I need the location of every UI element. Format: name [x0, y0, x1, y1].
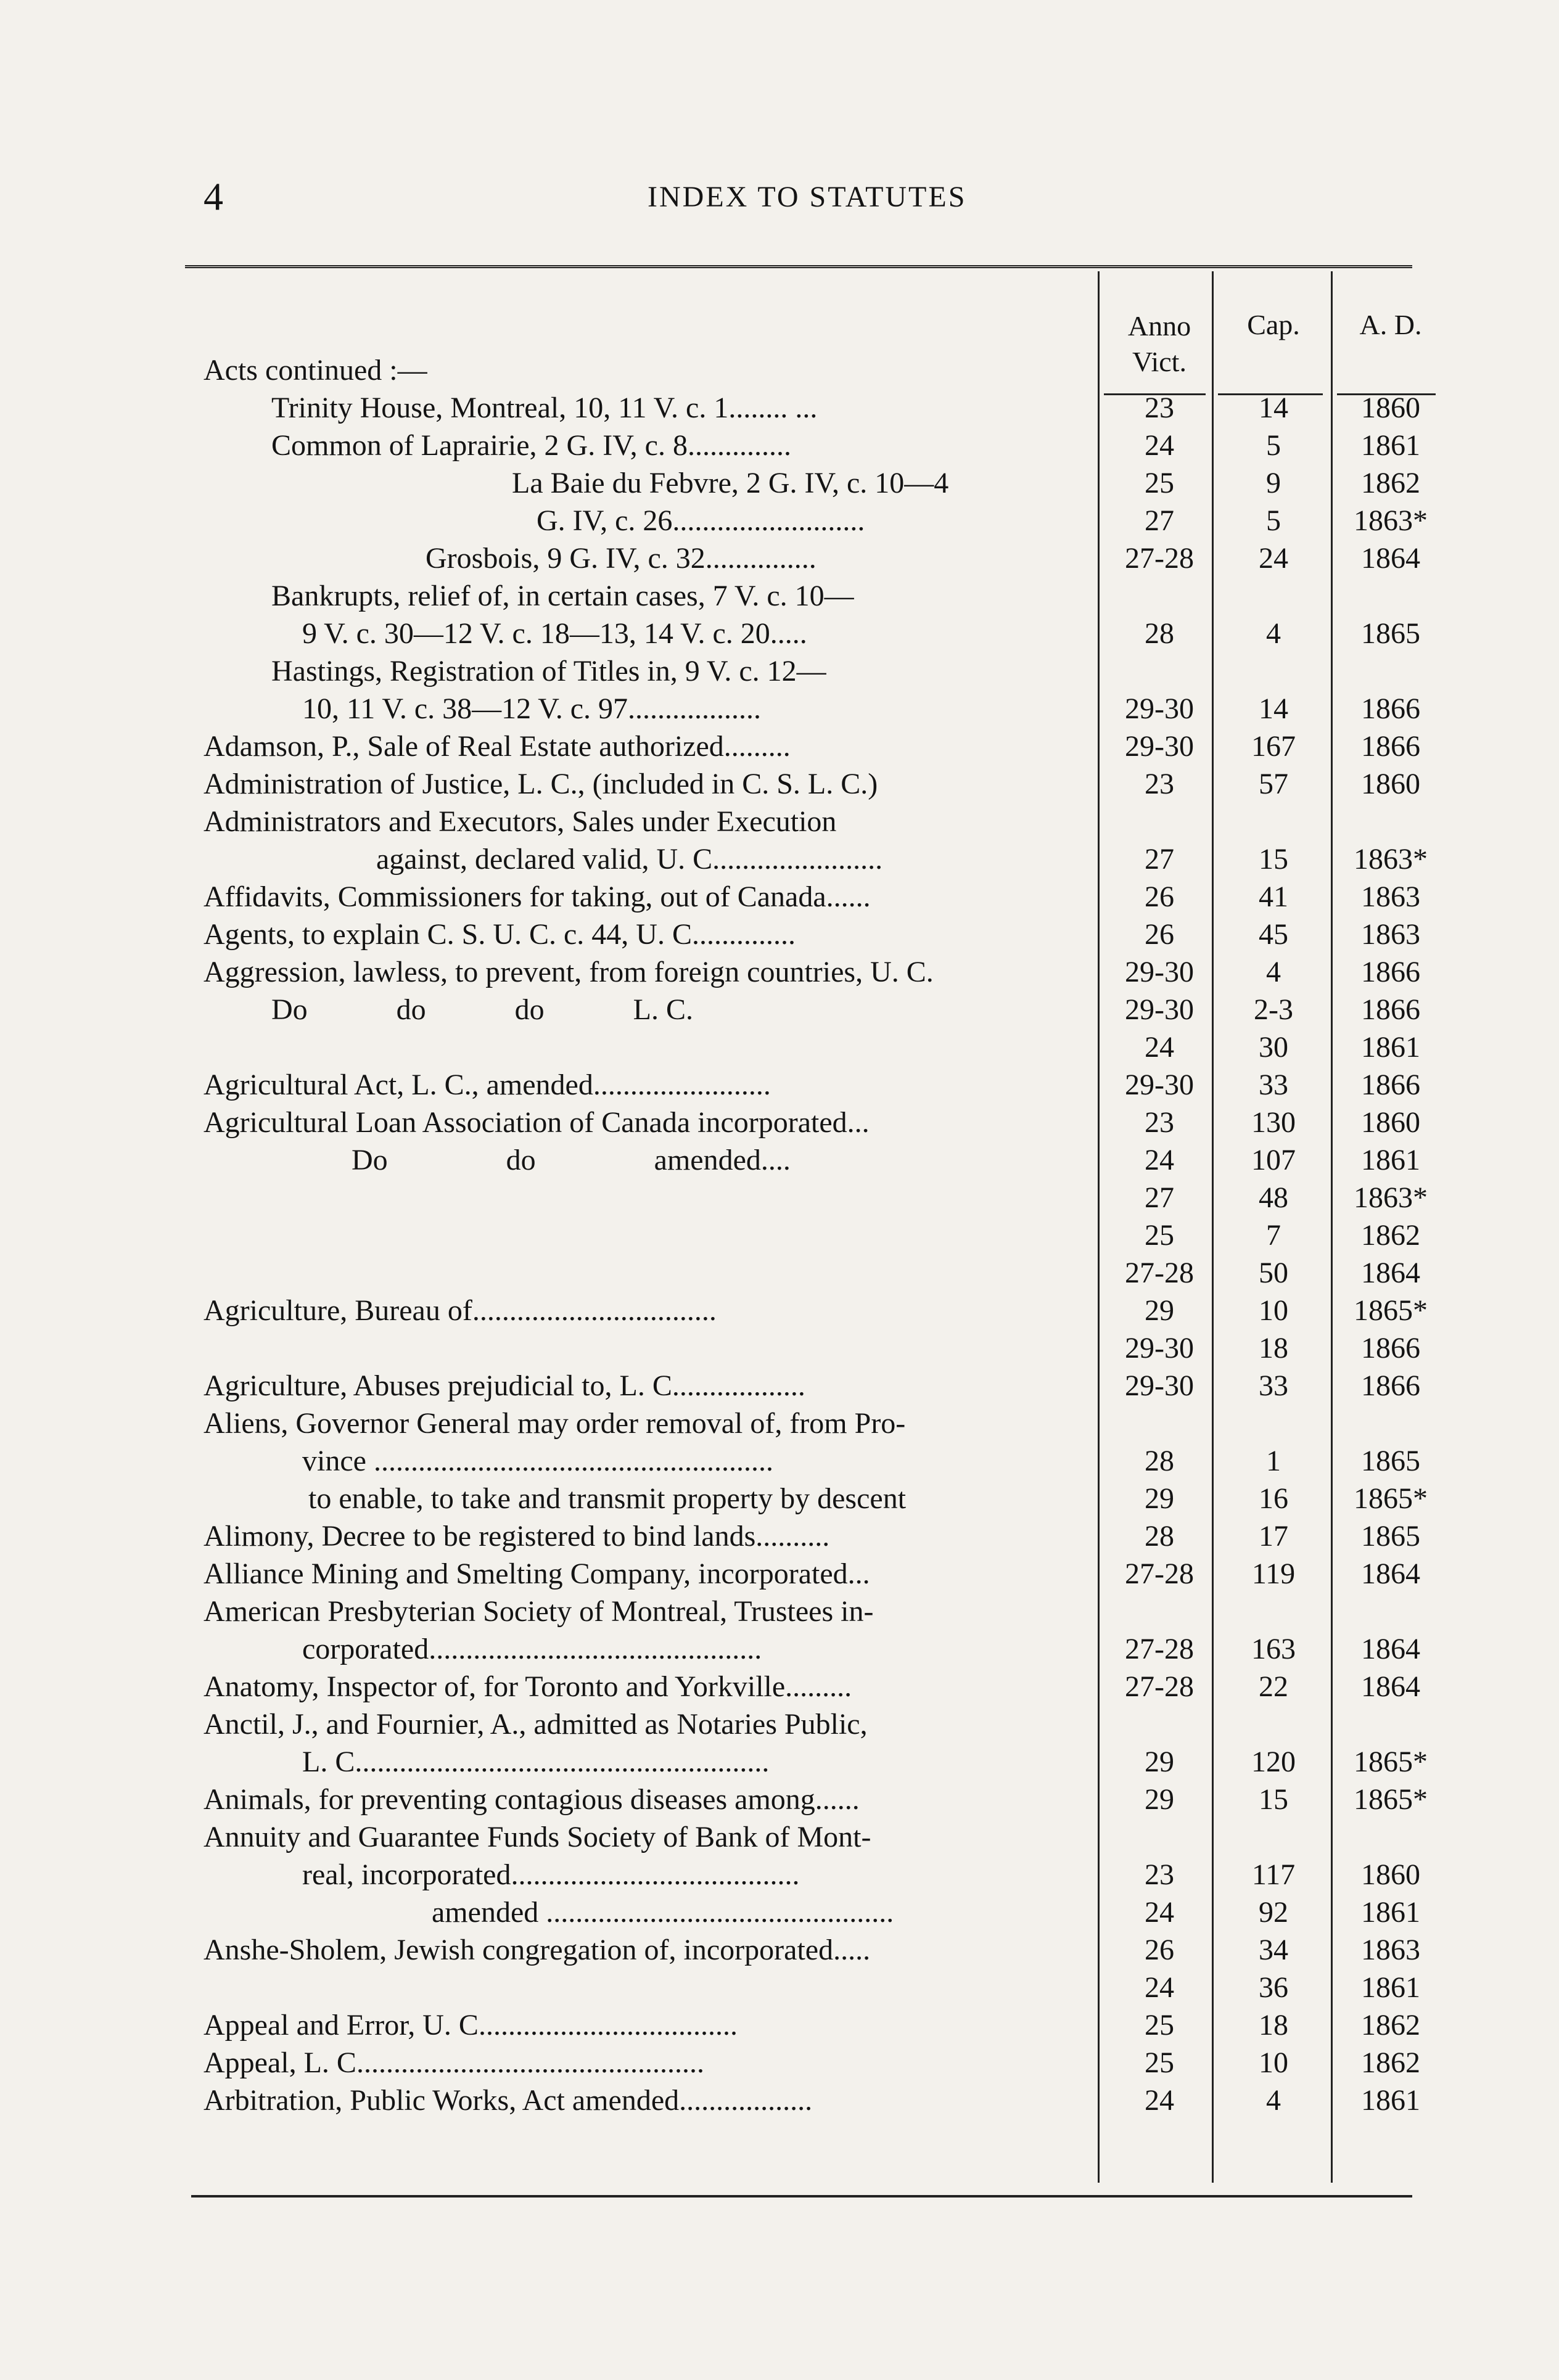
- index-entry: [0, 878, 1559, 916]
- cap-value: 1: [1266, 1445, 1281, 1477]
- entry-title: against, declared valid, U. C.......................: [376, 843, 883, 876]
- anno-value: 27-28: [1125, 1633, 1194, 1665]
- index-entry: [0, 1555, 1559, 1593]
- entry-title: Aliens, Governor General may order removal of, from Pro-: [204, 1407, 906, 1440]
- anno-value: 28: [1145, 1445, 1174, 1477]
- index-entry: [0, 1705, 1559, 1743]
- entry-title: American Presbyterian Society of Montreal, Trustees in-: [204, 1595, 874, 1628]
- ad-value: 1866: [1361, 1332, 1420, 1364]
- cap-value: 33: [1259, 1369, 1288, 1402]
- ad-value: 1860: [1361, 768, 1420, 800]
- top-rule: [185, 265, 1412, 268]
- cap-value: 107: [1251, 1144, 1296, 1176]
- cap-value: 45: [1259, 918, 1288, 951]
- ad-value: 1866: [1361, 1069, 1420, 1101]
- ad-value: 1861: [1361, 1971, 1420, 2004]
- index-entry: [0, 728, 1559, 765]
- cap-value: 130: [1251, 1106, 1296, 1139]
- index-entry: [0, 540, 1559, 577]
- cap-value: 92: [1259, 1896, 1288, 1929]
- entry-title: Grosbois, 9 G. IV, c. 32...............: [426, 542, 817, 575]
- entry-title: Anshe-Sholem, Jewish congregation of, incorporated.....: [204, 1934, 871, 1966]
- cap-value: 7: [1266, 1219, 1281, 1252]
- index-entry: [0, 1217, 1559, 1254]
- index-entry: [0, 577, 1559, 615]
- anno-value: 24: [1145, 1896, 1174, 1929]
- anno-value: 29-30: [1125, 993, 1194, 1026]
- ad-value: 1863*: [1354, 843, 1428, 876]
- entry-title: Appeal, L. C...............................................: [204, 2046, 704, 2079]
- entry-title: Annuity and Guarantee Funds Society of Bank of Mont-: [204, 1821, 871, 1853]
- cap-value: 18: [1259, 1332, 1288, 1364]
- cap-value: 14: [1259, 392, 1288, 424]
- index-entry: [0, 765, 1559, 803]
- index-entry: [0, 615, 1559, 652]
- index-entry: [0, 1028, 1559, 1066]
- entry-title: 9 V. c. 30—12 V. c. 18—13, 14 V. c. 20.....: [302, 617, 807, 650]
- cap-value: 16: [1259, 1482, 1288, 1515]
- anno-value: 24: [1145, 2084, 1174, 2117]
- ad-value: 1865*: [1354, 1294, 1428, 1327]
- entry-title: Adamson, P., Sale of Real Estate authorized.........: [204, 730, 791, 763]
- index-entry: [0, 1104, 1559, 1141]
- ad-value: 1863*: [1354, 1181, 1428, 1214]
- cap-value: 117: [1251, 1858, 1296, 1891]
- bottom-rule: [191, 2195, 1412, 2197]
- anno-value: 23: [1145, 768, 1174, 800]
- index-entry: [0, 1781, 1559, 1818]
- anno-value: 27: [1145, 504, 1174, 537]
- anno-value: 26: [1145, 1934, 1174, 1966]
- index-entry: [0, 1254, 1559, 1292]
- ad-value: 1865: [1361, 1445, 1420, 1477]
- page-number: 4: [204, 174, 223, 218]
- cap-value: 57: [1259, 768, 1288, 800]
- entry-title: Agriculture, Abuses prejudicial to, L. C..................: [204, 1369, 805, 1402]
- anno-value: 29-30: [1125, 692, 1194, 725]
- index-entry: [0, 1856, 1559, 1894]
- anno-value: 27-28: [1125, 1670, 1194, 1703]
- entry-title: La Baie du Febvre, 2 G. IV, c. 10—4: [512, 467, 949, 499]
- index-entry: [0, 1931, 1559, 1969]
- anno-value: 29: [1145, 1783, 1174, 1816]
- anno-value: 29: [1145, 1482, 1174, 1515]
- cap-value: 30: [1259, 1031, 1288, 1064]
- anno-value: 25: [1145, 467, 1174, 499]
- ad-value: 1866: [1361, 993, 1420, 1026]
- ad-value: 1866: [1361, 956, 1420, 988]
- entry-title: Do do do L. C.: [271, 993, 693, 1026]
- index-entry: [0, 427, 1559, 464]
- cap-value: 4: [1266, 617, 1281, 650]
- entry-title: Alliance Mining and Smelting Company, incorporated...: [204, 1557, 870, 1590]
- entry-title: Agents, to explain C. S. U. C. c. 44, U. C..............: [204, 918, 796, 951]
- cap-value: 18: [1259, 2009, 1288, 2041]
- index-entry: [0, 2006, 1559, 2044]
- index-entry: [0, 803, 1559, 840]
- entry-title: amended ...............................................: [432, 1896, 894, 1929]
- anno-value: 23: [1145, 392, 1174, 424]
- anno-value: 25: [1145, 2009, 1174, 2041]
- anno-value: 27: [1145, 843, 1174, 876]
- cap-value: 50: [1259, 1257, 1288, 1289]
- entry-title: Agriculture, Bureau of.................................: [204, 1294, 717, 1327]
- ad-value: 1865*: [1354, 1746, 1428, 1778]
- ad-value: 1863: [1361, 1934, 1420, 1966]
- index-entry: [0, 2044, 1559, 2082]
- cap-value: 24: [1259, 542, 1288, 575]
- anno-value: 25: [1145, 2046, 1174, 2079]
- ad-value: 1864: [1361, 1257, 1420, 1289]
- index-entry: [0, 389, 1559, 427]
- cap-value: 15: [1259, 843, 1288, 876]
- index-entry: [0, 1969, 1559, 2006]
- entry-title: Arbitration, Public Works, Act amended..................: [204, 2084, 813, 2117]
- cap-value: 36: [1259, 1971, 1288, 2004]
- ad-value: 1860: [1361, 1106, 1420, 1139]
- index-entry: [0, 502, 1559, 540]
- column-header-anno-vict: Anno Vict.: [1127, 310, 1191, 377]
- cap-value: 2-3: [1254, 993, 1293, 1026]
- entry-title: Hastings, Registration of Titles in, 9 V. c. 12—: [271, 655, 826, 687]
- index-entry: [0, 1367, 1559, 1405]
- anno-value: 24: [1145, 1971, 1174, 2004]
- entry-title: Administrators and Executors, Sales under Execution: [204, 805, 837, 838]
- entry-title: real, incorporated.......................................: [302, 1858, 800, 1891]
- ad-value: 1866: [1361, 730, 1420, 763]
- anno-value: 23: [1145, 1858, 1174, 1891]
- entry-title: Anatomy, Inspector of, for Toronto and Yorkville.........: [204, 1670, 852, 1703]
- entry-title: L. C........................................................: [302, 1746, 770, 1778]
- ad-value: 1863: [1361, 918, 1420, 951]
- ad-value: 1861: [1361, 429, 1420, 462]
- cap-value: 120: [1251, 1746, 1296, 1778]
- cap-value: 5: [1266, 504, 1281, 537]
- index-entry: [0, 1329, 1559, 1367]
- index-entry: [0, 2082, 1559, 2119]
- index-entry: [0, 1179, 1559, 1217]
- anno-value: 27: [1145, 1181, 1174, 1214]
- entry-title: Trinity House, Montreal, 10, 11 V. c. 1........ ...: [271, 392, 818, 424]
- column-header-ad: A. D.: [1359, 309, 1422, 340]
- entry-title: Agricultural Loan Association of Canada incorporated...: [204, 1106, 870, 1139]
- cap-value: 15: [1259, 1783, 1288, 1816]
- anno-value: 26: [1145, 918, 1174, 951]
- ad-value: 1865: [1361, 1520, 1420, 1553]
- index-entry: [0, 1593, 1559, 1630]
- entry-title: 10, 11 V. c. 38—12 V. c. 97..................: [302, 692, 762, 725]
- anno-value: 24: [1145, 1031, 1174, 1064]
- index-entry: [0, 991, 1559, 1028]
- cap-value: 5: [1266, 429, 1281, 462]
- cap-value: 48: [1259, 1181, 1288, 1214]
- anno-value: 27-28: [1125, 1257, 1194, 1289]
- cap-value: 41: [1259, 880, 1288, 913]
- running-head: INDEX TO STATUTES: [648, 181, 967, 213]
- entry-title: Animals, for preventing contagious diseases among......: [204, 1783, 860, 1816]
- anno-value: 23: [1145, 1106, 1174, 1139]
- cap-value: 14: [1259, 692, 1288, 725]
- ad-value: 1864: [1361, 1633, 1420, 1665]
- anno-value: 28: [1145, 1520, 1174, 1553]
- index-entry: [0, 464, 1559, 502]
- index-entry: [0, 840, 1559, 878]
- anno-value: 29: [1145, 1746, 1174, 1778]
- cap-value: 163: [1251, 1633, 1296, 1665]
- cap-value: 34: [1259, 1934, 1288, 1966]
- index-entry: [0, 652, 1559, 690]
- cap-value: 17: [1259, 1520, 1288, 1553]
- entry-title: Agricultural Act, L. C., amended........................: [204, 1069, 771, 1101]
- cap-value: 33: [1259, 1069, 1288, 1101]
- ad-value: 1860: [1361, 392, 1420, 424]
- cap-value: 167: [1251, 730, 1296, 763]
- index-entry: [0, 916, 1559, 953]
- ad-value: 1866: [1361, 692, 1420, 725]
- anno-value: 29-30: [1125, 1369, 1194, 1402]
- anno-value: 26: [1145, 880, 1174, 913]
- entry-title: Appeal and Error, U. C...................................: [204, 2009, 738, 2041]
- cap-value: 119: [1251, 1557, 1296, 1590]
- entry-title: Do do amended....: [352, 1144, 791, 1176]
- ad-value: 1861: [1361, 1031, 1420, 1064]
- ad-value: 1866: [1361, 1369, 1420, 1402]
- anno-value: 27-28: [1125, 542, 1194, 575]
- entry-title: corporated.............................................: [302, 1633, 762, 1665]
- index-entry: [0, 1630, 1559, 1668]
- entry-title: G. IV, c. 26..........................: [537, 504, 865, 537]
- ad-value: 1864: [1361, 542, 1420, 575]
- entry-title: Common of Laprairie, 2 G. IV, c. 8..............: [271, 429, 791, 462]
- index-entry: [0, 1894, 1559, 1931]
- ad-value: 1862: [1361, 467, 1420, 499]
- index-entry: [0, 351, 1559, 389]
- anno-value: 27-28: [1125, 1557, 1194, 1590]
- ad-value: 1864: [1361, 1557, 1420, 1590]
- entry-title: Anctil, J., and Fournier, A., admitted as Notaries Public,: [204, 1708, 868, 1741]
- index-entry: [0, 1442, 1559, 1480]
- index-entry: [0, 1066, 1559, 1104]
- index-entry: [0, 1480, 1559, 1517]
- index-entry: [0, 1818, 1559, 1856]
- anno-value: 29-30: [1125, 1069, 1194, 1101]
- ad-value: 1862: [1361, 1219, 1420, 1252]
- ad-value: 1865*: [1354, 1482, 1428, 1515]
- index-entry: [0, 1292, 1559, 1329]
- ad-value: 1861: [1361, 1144, 1420, 1176]
- entry-title: Bankrupts, relief of, in certain cases, 7 V. c. 10—: [271, 580, 854, 612]
- ad-value: 1862: [1361, 2009, 1420, 2041]
- cap-value: 10: [1259, 1294, 1288, 1327]
- entry-title: Administration of Justice, L. C., (included in C. S. L. C.): [204, 768, 878, 800]
- cap-value: 4: [1266, 956, 1281, 988]
- entry-title: Aggression, lawless, to prevent, from foreign countries, U. C.: [204, 956, 934, 988]
- ad-value: 1863: [1361, 880, 1420, 913]
- index-entry: [0, 1668, 1559, 1705]
- anno-value: 29-30: [1125, 730, 1194, 763]
- cap-value: 10: [1259, 2046, 1288, 2079]
- ad-value: 1862: [1361, 2046, 1420, 2079]
- ad-value: 1865: [1361, 617, 1420, 650]
- index-entry: [0, 1405, 1559, 1442]
- anno-value: 29-30: [1125, 1332, 1194, 1364]
- column-header-cap: Cap.: [1247, 309, 1300, 340]
- anno-value: 24: [1145, 1144, 1174, 1176]
- index-entry: [0, 953, 1559, 991]
- index-table: [0, 351, 1559, 2119]
- entry-title: to enable, to take and transmit property by descent: [308, 1482, 907, 1515]
- entry-title: Acts continued :—: [204, 354, 427, 387]
- anno-value: 25: [1145, 1219, 1174, 1252]
- entry-title: vince ......................................................: [302, 1445, 773, 1477]
- anno-value: 29: [1145, 1294, 1174, 1327]
- cap-value: 9: [1266, 467, 1281, 499]
- ad-value: 1864: [1361, 1670, 1420, 1703]
- anno-value: 24: [1145, 429, 1174, 462]
- ad-value: 1865*: [1354, 1783, 1428, 1816]
- index-entry: [0, 1517, 1559, 1555]
- ad-value: 1861: [1361, 2084, 1420, 2117]
- anno-value: 28: [1145, 617, 1174, 650]
- entry-title: Affidavits, Commissioners for taking, out of Canada......: [204, 880, 871, 913]
- cap-value: 4: [1266, 2084, 1281, 2117]
- index-entry: [0, 1743, 1559, 1781]
- cap-value: 22: [1259, 1670, 1288, 1703]
- entry-title: Alimony, Decree to be registered to bind lands..........: [204, 1520, 830, 1553]
- index-entry: [0, 690, 1559, 728]
- index-entry: [0, 1141, 1559, 1179]
- anno-value: 29-30: [1125, 956, 1194, 988]
- ad-value: 1861: [1361, 1896, 1420, 1929]
- ad-value: 1860: [1361, 1858, 1420, 1891]
- ad-value: 1863*: [1354, 504, 1428, 537]
